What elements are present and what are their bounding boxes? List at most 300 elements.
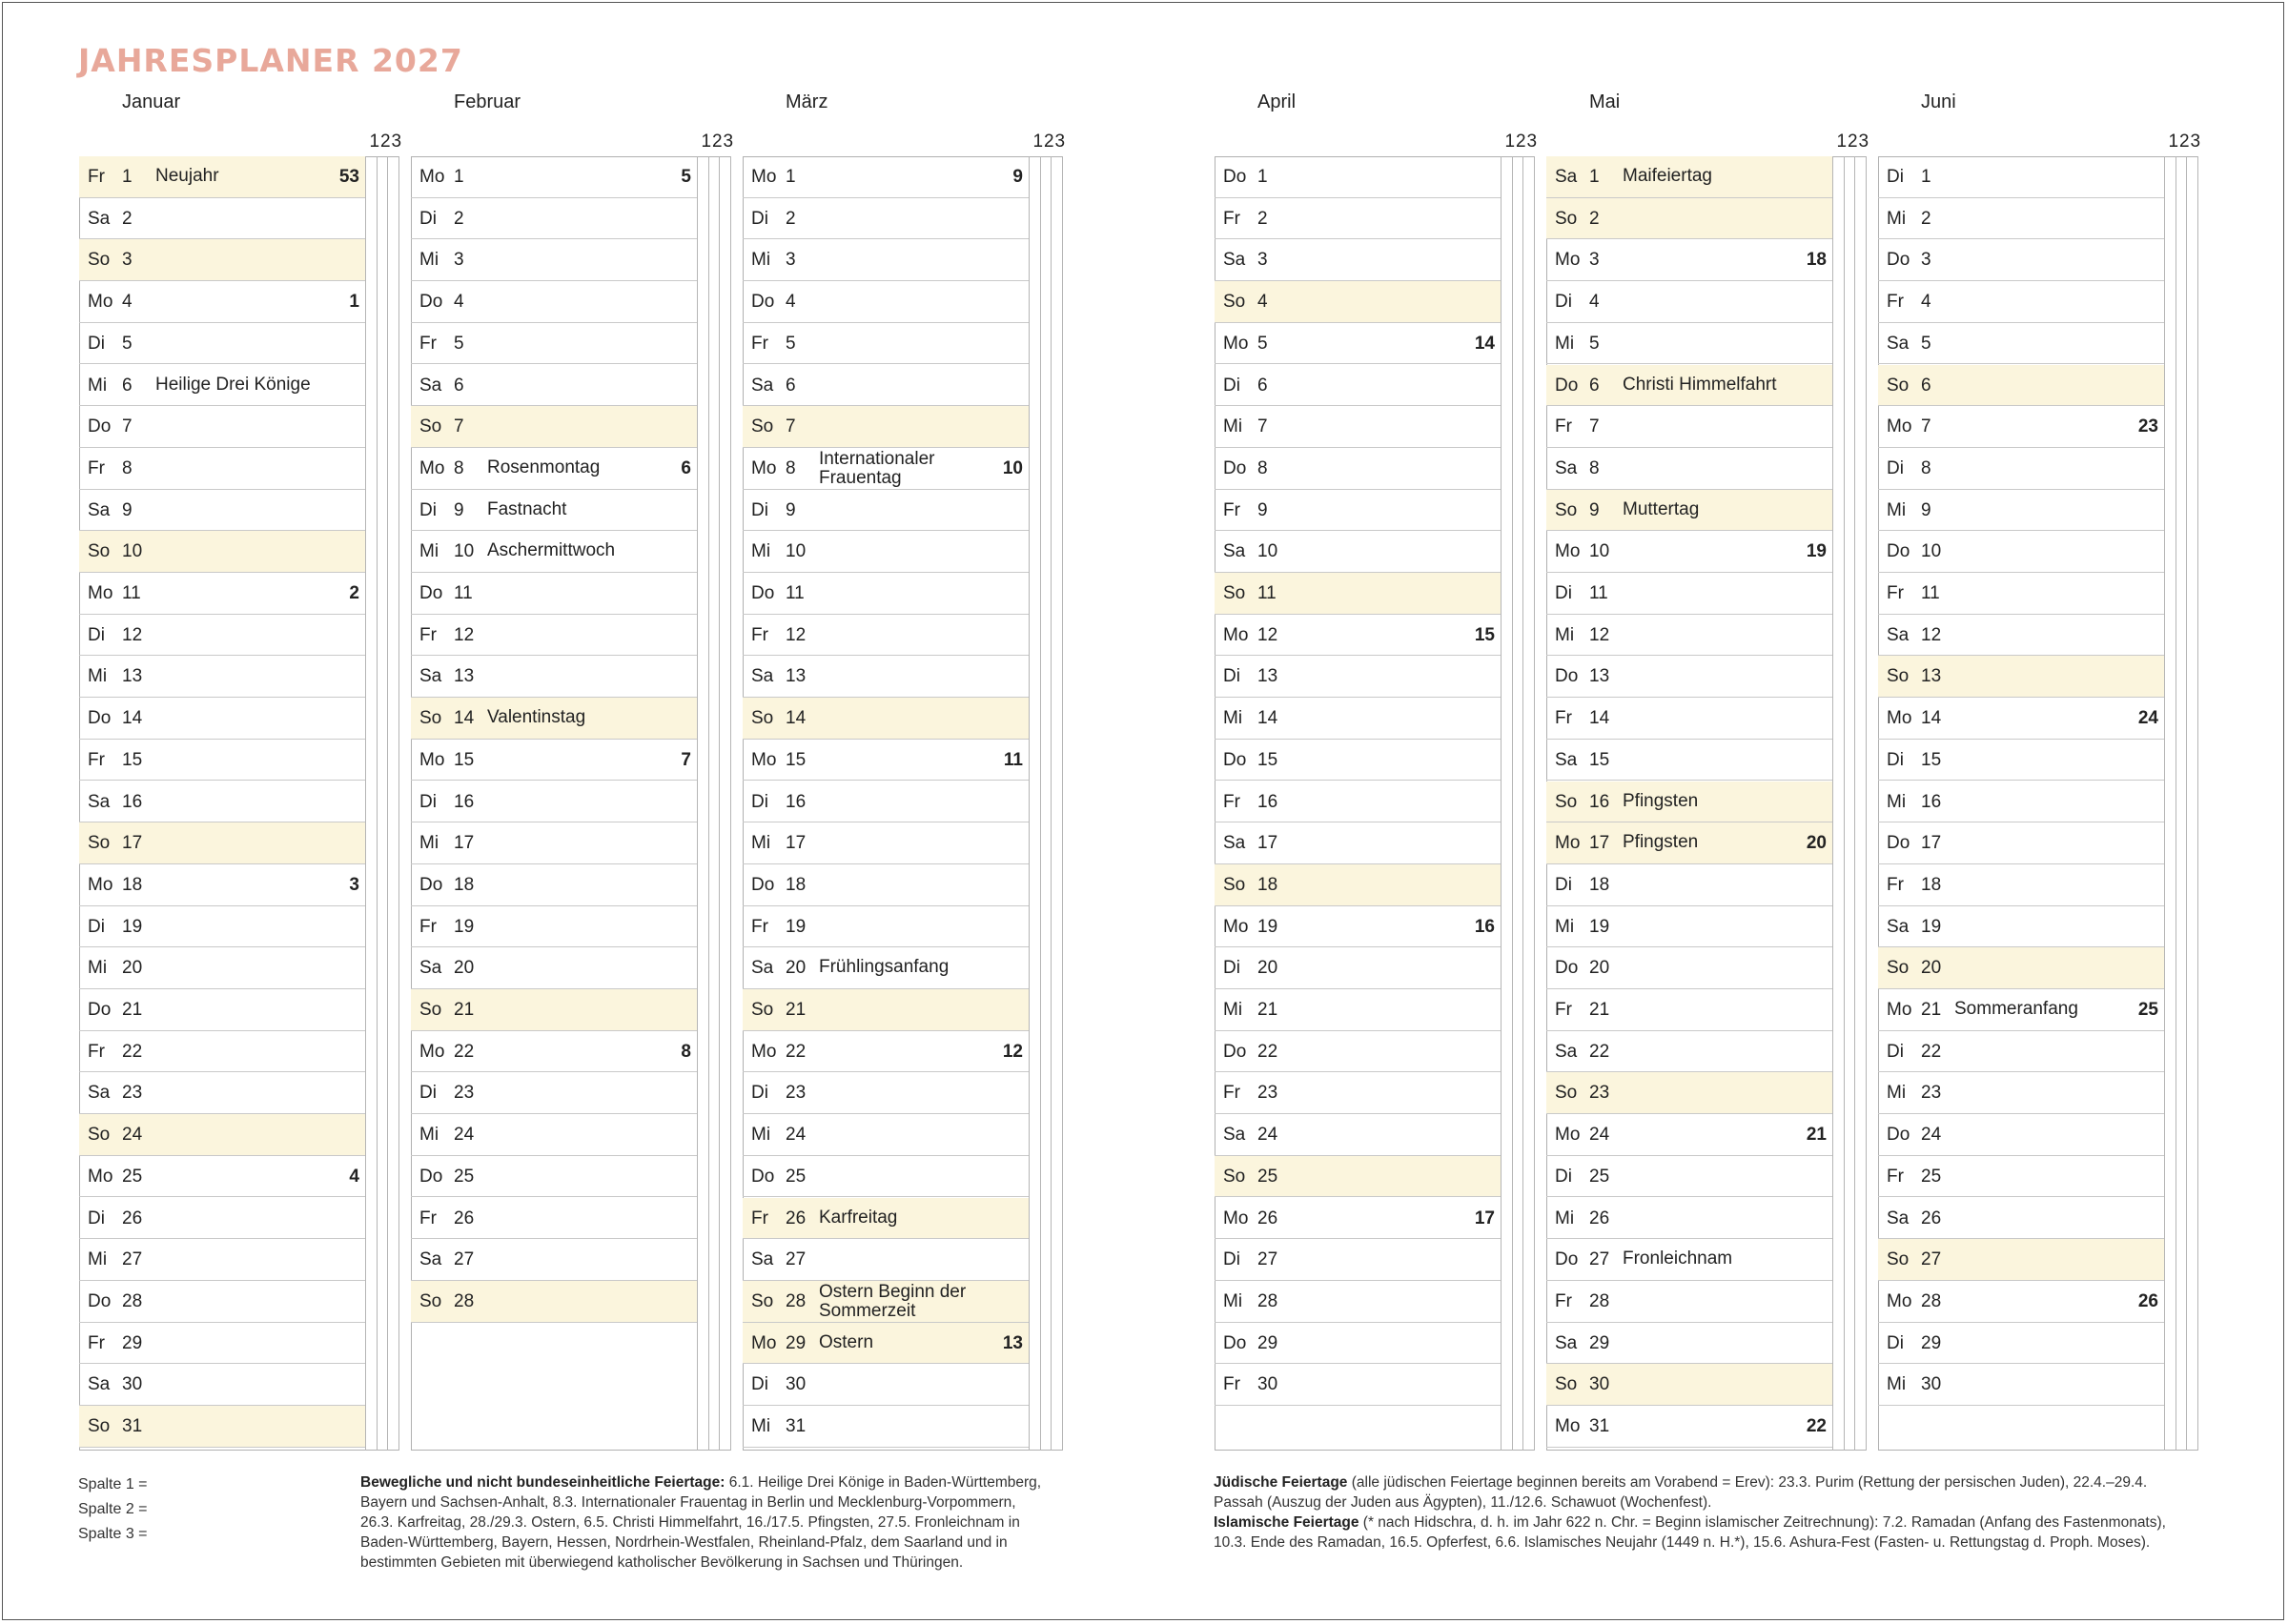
day-row[interactable]: [1215, 1198, 1501, 1240]
day-row[interactable]: [1546, 1323, 1832, 1365]
weekday-label: Mo: [1887, 416, 1912, 437]
weekday-label: So: [1887, 666, 1910, 687]
weekday-label: Mo: [1555, 1416, 1581, 1436]
day-row[interactable]: [1878, 782, 2164, 823]
day-row[interactable]: [411, 740, 697, 782]
day-number: 27: [1257, 1249, 1278, 1270]
day-row[interactable]: [79, 531, 365, 573]
day-row[interactable]: [1546, 1364, 1832, 1406]
day-row[interactable]: [1546, 1114, 1832, 1156]
day-row[interactable]: [411, 615, 697, 657]
day-row[interactable]: [1546, 1239, 1832, 1281]
day-row[interactable]: [1878, 406, 2164, 448]
day-number: 11: [786, 583, 805, 603]
weekday-label: Do: [751, 292, 775, 313]
day-number: 21: [454, 1000, 475, 1020]
day-row[interactable]: [79, 1323, 365, 1365]
day-row[interactable]: [1215, 281, 1501, 323]
day-row[interactable]: [1215, 989, 1501, 1031]
day-row[interactable]: [1215, 822, 1501, 864]
day-row[interactable]: [1546, 615, 1832, 657]
weekday-label: Fr: [1555, 708, 1572, 729]
day-row[interactable]: [1878, 239, 2164, 281]
day-number: 26: [786, 1208, 807, 1228]
week-number: 16: [1474, 916, 1495, 937]
weekday-label: Do: [88, 416, 112, 437]
day-row[interactable]: [743, 1031, 1029, 1073]
day-row[interactable]: [1878, 656, 2164, 698]
day-row[interactable]: [1546, 1198, 1832, 1240]
weekday-label: So: [88, 250, 111, 271]
day-row[interactable]: [1546, 490, 1832, 532]
day-number: 5: [1589, 333, 1600, 354]
weekday-label: Mo: [1887, 1000, 1912, 1020]
day-row[interactable]: [79, 989, 365, 1031]
day-row[interactable]: [79, 1406, 365, 1448]
day-number: 29: [1589, 1332, 1610, 1353]
day-row[interactable]: [79, 740, 365, 782]
weekday-label: Di: [751, 1374, 768, 1395]
day-row[interactable]: [1878, 1156, 2164, 1198]
day-row[interactable]: [1878, 531, 2164, 573]
weekday-label: Mo: [88, 583, 113, 603]
day-row[interactable]: [1878, 365, 2164, 407]
day-row[interactable]: [79, 198, 365, 240]
day-row[interactable]: [1546, 864, 1832, 906]
day-number: 17: [122, 833, 143, 854]
day-row[interactable]: [79, 1114, 365, 1156]
day-row[interactable]: [79, 822, 365, 864]
day-row[interactable]: [1215, 531, 1501, 573]
day-row[interactable]: [79, 656, 365, 698]
day-row[interactable]: [411, 947, 697, 989]
spalte-divider: [1051, 156, 1052, 1451]
day-row[interactable]: [1878, 573, 2164, 615]
day-row[interactable]: [743, 198, 1029, 240]
day-row[interactable]: [79, 1239, 365, 1281]
day-row[interactable]: [1546, 365, 1832, 407]
day-row[interactable]: [79, 864, 365, 906]
day-row[interactable]: [1215, 615, 1501, 657]
day-row[interactable]: [1546, 698, 1832, 740]
day-row[interactable]: [743, 615, 1029, 657]
day-row[interactable]: [411, 239, 697, 281]
day-number: 1: [122, 167, 133, 187]
weekday-label: Mo: [419, 167, 445, 187]
day-row[interactable]: [1878, 281, 2164, 323]
day-row[interactable]: [1878, 1114, 2164, 1156]
day-row[interactable]: [411, 989, 697, 1031]
day-row[interactable]: [743, 1364, 1029, 1406]
day-row[interactable]: [1878, 906, 2164, 948]
day-row[interactable]: [1215, 365, 1501, 407]
day-row[interactable]: [1546, 281, 1832, 323]
day-row[interactable]: [1215, 1156, 1501, 1198]
day-row[interactable]: [743, 864, 1029, 906]
weekday-label: Fr: [419, 624, 437, 645]
day-row[interactable]: [743, 573, 1029, 615]
day-row[interactable]: [411, 156, 697, 198]
day-row[interactable]: [743, 1114, 1029, 1156]
day-row[interactable]: [79, 156, 365, 198]
day-row[interactable]: [411, 365, 697, 407]
day-row[interactable]: [79, 782, 365, 823]
day-row[interactable]: [1546, 947, 1832, 989]
weekday-label: Do: [1887, 833, 1910, 854]
day-row[interactable]: [411, 1239, 697, 1281]
day-number: 2: [122, 208, 133, 229]
day-row[interactable]: [1546, 1281, 1832, 1323]
day-number: 20: [1921, 958, 1942, 979]
day-row[interactable]: [1878, 947, 2164, 989]
day-row[interactable]: [411, 406, 697, 448]
weekday-label: Mi: [1555, 333, 1575, 354]
weekday-label: Mi: [419, 833, 439, 854]
day-number: 5: [1921, 333, 1931, 354]
day-row[interactable]: [1215, 1072, 1501, 1114]
day-row[interactable]: [79, 406, 365, 448]
weekday-label: So: [1223, 583, 1246, 603]
day-row[interactable]: [1215, 323, 1501, 365]
weekday-label: So: [1887, 1249, 1910, 1270]
weekday-label: Mo: [1555, 833, 1581, 854]
weekday-label: Fr: [1223, 1083, 1240, 1104]
day-row[interactable]: [743, 822, 1029, 864]
weekday-label: Di: [1887, 1041, 1904, 1062]
day-row[interactable]: [1546, 740, 1832, 782]
day-number: 10: [1589, 541, 1610, 562]
day-row[interactable]: [1215, 490, 1501, 532]
day-number: 19: [1589, 916, 1610, 937]
week-number: 22: [1806, 1416, 1827, 1436]
day-number: 28: [1257, 1290, 1278, 1311]
spalte-divider: [2186, 156, 2187, 1451]
day-row[interactable]: [1546, 782, 1832, 823]
holiday-label: Neujahr: [155, 166, 219, 186]
day-number: 13: [1921, 666, 1942, 687]
day-row[interactable]: [1546, 822, 1832, 864]
day-row[interactable]: [411, 281, 697, 323]
day-row[interactable]: [411, 822, 697, 864]
day-row[interactable]: [1215, 1114, 1501, 1156]
spalte-number: 1: [369, 132, 380, 152]
day-row[interactable]: [1546, 656, 1832, 698]
month-name: Februar: [454, 91, 521, 112]
day-number: 13: [122, 666, 143, 687]
day-number: 18: [1921, 874, 1942, 895]
day-row[interactable]: [743, 656, 1029, 698]
weekday-label: Di: [1887, 167, 1904, 187]
day-row[interactable]: [1215, 864, 1501, 906]
day-row[interactable]: [743, 323, 1029, 365]
day-number: 12: [122, 624, 143, 645]
day-row[interactable]: [1546, 323, 1832, 365]
day-row[interactable]: [743, 740, 1029, 782]
weekday-label: Sa: [419, 666, 442, 687]
day-row[interactable]: [1546, 906, 1832, 948]
day-row[interactable]: [1878, 1323, 2164, 1365]
day-number: 2: [1921, 208, 1931, 229]
day-row[interactable]: [1546, 1406, 1832, 1448]
day-row[interactable]: [743, 239, 1029, 281]
day-number: 14: [122, 708, 143, 729]
day-row[interactable]: [743, 406, 1029, 448]
spalte-divider: [2164, 156, 2165, 1451]
day-row[interactable]: [743, 1323, 1029, 1365]
day-row[interactable]: [79, 947, 365, 989]
day-number: 8: [122, 457, 133, 478]
day-row[interactable]: [411, 573, 697, 615]
day-row[interactable]: [743, 281, 1029, 323]
spalten-header: [1504, 132, 1538, 152]
day-row[interactable]: [411, 864, 697, 906]
weekday-label: Sa: [751, 1249, 774, 1270]
weekday-label: Fr: [88, 457, 105, 478]
footnote-juedisch-text: (alle jüdischen Feiertage beginnen bereits am Vorabend = Erev): 23.3. Purim (Rettung der persischen Juden), 22.4.–29.4. Passah (Auszug der Juden aus Ägypten), 11./12.6. Schawuot (Wochenfest).: [1214, 1474, 2148, 1511]
day-number: 7: [1589, 416, 1600, 437]
day-row[interactable]: [743, 698, 1029, 740]
week-number: 23: [2137, 416, 2158, 437]
day-row[interactable]: [1878, 1239, 2164, 1281]
day-row[interactable]: [743, 531, 1029, 573]
footnote-religious: [1214, 1472, 2196, 1553]
day-row[interactable]: [79, 573, 365, 615]
day-number: 3: [786, 250, 796, 271]
day-number: 18: [122, 874, 143, 895]
day-row[interactable]: [1546, 406, 1832, 448]
day-row[interactable]: [1546, 198, 1832, 240]
spalte-number: 2: [379, 132, 391, 152]
day-row[interactable]: [743, 1198, 1029, 1240]
day-number: 15: [1257, 749, 1278, 770]
day-row[interactable]: [743, 782, 1029, 823]
day-row[interactable]: [1878, 156, 2164, 198]
day-row[interactable]: [411, 323, 697, 365]
day-row[interactable]: [1215, 782, 1501, 823]
holiday-label: Aschermittwoch: [487, 540, 616, 561]
day-row[interactable]: [1546, 531, 1832, 573]
day-row[interactable]: [79, 323, 365, 365]
day-row[interactable]: [743, 156, 1029, 198]
day-number: 26: [1921, 1208, 1942, 1228]
day-number: 14: [454, 708, 475, 729]
day-number: 19: [122, 916, 143, 937]
day-row[interactable]: [1546, 1072, 1832, 1114]
day-row[interactable]: [1215, 656, 1501, 698]
weekday-label: Mo: [1223, 916, 1249, 937]
day-row[interactable]: [1546, 989, 1832, 1031]
day-row[interactable]: [1878, 1072, 2164, 1114]
weekday-label: Mi: [1223, 1290, 1243, 1311]
day-number: 24: [786, 1125, 807, 1146]
day-row[interactable]: [1215, 406, 1501, 448]
day-row[interactable]: [1215, 156, 1501, 198]
weekday-label: Sa: [1555, 1041, 1578, 1062]
day-row[interactable]: [1878, 198, 2164, 240]
weekday-label: Do: [1223, 1041, 1247, 1062]
day-number: 12: [1589, 624, 1610, 645]
day-row[interactable]: [1878, 615, 2164, 657]
day-row[interactable]: [743, 490, 1029, 532]
spalten-header: [2168, 132, 2201, 152]
day-row[interactable]: [411, 490, 697, 532]
day-row[interactable]: [79, 906, 365, 948]
day-row[interactable]: [1878, 822, 2164, 864]
day-row[interactable]: [1215, 573, 1501, 615]
day-row[interactable]: [743, 1281, 1029, 1323]
day-row[interactable]: [411, 1198, 697, 1240]
day-row[interactable]: [79, 281, 365, 323]
weekday-label: So: [88, 541, 111, 562]
spalte-divider: [398, 156, 399, 1451]
day-row[interactable]: [79, 1072, 365, 1114]
day-row[interactable]: [743, 365, 1029, 407]
day-number: 16: [1589, 791, 1610, 812]
day-number: 22: [786, 1041, 807, 1062]
day-row[interactable]: [79, 448, 365, 490]
day-number: 21: [1921, 1000, 1942, 1020]
day-row[interactable]: [1215, 698, 1501, 740]
day-row[interactable]: [1878, 490, 2164, 532]
day-row[interactable]: [1878, 1031, 2164, 1073]
weekday-label: Di: [1887, 1332, 1904, 1353]
day-row[interactable]: [411, 198, 697, 240]
day-row[interactable]: [743, 1239, 1029, 1281]
day-row[interactable]: [411, 1281, 697, 1323]
day-row[interactable]: [743, 1072, 1029, 1114]
day-row[interactable]: [79, 1364, 365, 1406]
weekday-label: Mo: [88, 1166, 113, 1187]
day-row[interactable]: [411, 906, 697, 948]
day-row[interactable]: [79, 1156, 365, 1198]
day-row[interactable]: [743, 947, 1029, 989]
day-row[interactable]: [79, 490, 365, 532]
weekday-label: Mi: [419, 250, 439, 271]
day-row[interactable]: [1546, 1031, 1832, 1073]
week-number: 4: [349, 1166, 359, 1187]
day-row[interactable]: [743, 448, 1029, 490]
day-row[interactable]: [1878, 989, 2164, 1031]
day-row[interactable]: [1546, 448, 1832, 490]
holiday-label: Ostern: [819, 1331, 874, 1352]
day-row[interactable]: [743, 1156, 1029, 1198]
day-number: 2: [786, 208, 796, 229]
weekday-label: Di: [419, 791, 437, 812]
day-row[interactable]: [1215, 198, 1501, 240]
day-number: 4: [1589, 292, 1600, 313]
day-number: 7: [786, 416, 796, 437]
day-row[interactable]: [411, 698, 697, 740]
weekday-label: So: [751, 1290, 774, 1311]
weekday-label: Di: [1223, 666, 1240, 687]
day-row[interactable]: [79, 1031, 365, 1073]
weekday-label: Fr: [1887, 292, 1904, 313]
day-row[interactable]: [1546, 573, 1832, 615]
day-row[interactable]: [411, 1072, 697, 1114]
day-row[interactable]: [411, 1031, 697, 1073]
day-row[interactable]: [1878, 448, 2164, 490]
day-row[interactable]: [1215, 448, 1501, 490]
day-number: 17: [1257, 833, 1278, 854]
day-row[interactable]: [1878, 740, 2164, 782]
day-row[interactable]: [79, 1281, 365, 1323]
day-row[interactable]: [1215, 947, 1501, 989]
day-row[interactable]: [1546, 1156, 1832, 1198]
day-row[interactable]: [411, 656, 697, 698]
day-row[interactable]: [1215, 1281, 1501, 1323]
day-row[interactable]: [1215, 906, 1501, 948]
day-row[interactable]: [79, 1198, 365, 1240]
day-number: 10: [786, 541, 807, 562]
weekday-label: So: [419, 416, 442, 437]
spalten-header: [1836, 132, 1869, 152]
holiday-label: Pfingsten: [1623, 790, 1699, 811]
weekday-label: Fr: [419, 1208, 437, 1228]
day-row[interactable]: [1878, 698, 2164, 740]
weekday-label: So: [1555, 1374, 1578, 1395]
spalte-divider: [1534, 156, 1535, 1451]
day-row[interactable]: [1215, 239, 1501, 281]
weekday-label: Di: [1555, 292, 1572, 313]
spalte-number: 3: [1526, 132, 1538, 152]
day-row[interactable]: [743, 906, 1029, 948]
day-row[interactable]: [411, 1114, 697, 1156]
day-number: 13: [786, 666, 807, 687]
day-row[interactable]: [411, 448, 697, 490]
day-row[interactable]: [411, 1156, 697, 1198]
weekday-label: Do: [419, 1166, 443, 1187]
week-number: 7: [681, 749, 691, 770]
day-row[interactable]: [79, 698, 365, 740]
day-row[interactable]: [1546, 156, 1832, 198]
weekday-label: Do: [1555, 375, 1579, 396]
weekday-label: Mi: [88, 1249, 108, 1270]
day-row[interactable]: [1215, 1323, 1501, 1365]
day-row[interactable]: [743, 1406, 1029, 1448]
day-row[interactable]: [743, 989, 1029, 1031]
day-row[interactable]: [411, 782, 697, 823]
weekday-label: Mi: [88, 958, 108, 979]
weekday-label: Mi: [1555, 1208, 1575, 1228]
day-row[interactable]: [1878, 864, 2164, 906]
day-row[interactable]: [1215, 1239, 1501, 1281]
day-row[interactable]: [79, 239, 365, 281]
day-number: 1: [454, 167, 464, 187]
spalte-divider: [1522, 156, 1523, 1451]
day-row[interactable]: [79, 365, 365, 407]
day-row[interactable]: [1546, 239, 1832, 281]
spalte-divider: [1832, 156, 1833, 1451]
day-row[interactable]: [1878, 1281, 2164, 1323]
weekday-label: So: [1223, 292, 1246, 313]
day-number: 21: [122, 1000, 143, 1020]
day-row[interactable]: [1215, 1364, 1501, 1406]
day-row[interactable]: [1878, 323, 2164, 365]
weekday-label: So: [1223, 874, 1246, 895]
weekday-label: Di: [88, 1208, 105, 1228]
day-row[interactable]: [1878, 1364, 2164, 1406]
weekday-label: So: [88, 1125, 111, 1146]
day-row[interactable]: [1215, 740, 1501, 782]
weekday-label: Di: [88, 333, 105, 354]
day-row[interactable]: [411, 531, 697, 573]
day-row[interactable]: [79, 615, 365, 657]
day-row[interactable]: [1878, 1198, 2164, 1240]
weekday-label: Mi: [1887, 791, 1907, 812]
day-row[interactable]: [1215, 1031, 1501, 1073]
weekday-label: Sa: [751, 375, 774, 396]
day-number: 6: [1257, 375, 1268, 396]
